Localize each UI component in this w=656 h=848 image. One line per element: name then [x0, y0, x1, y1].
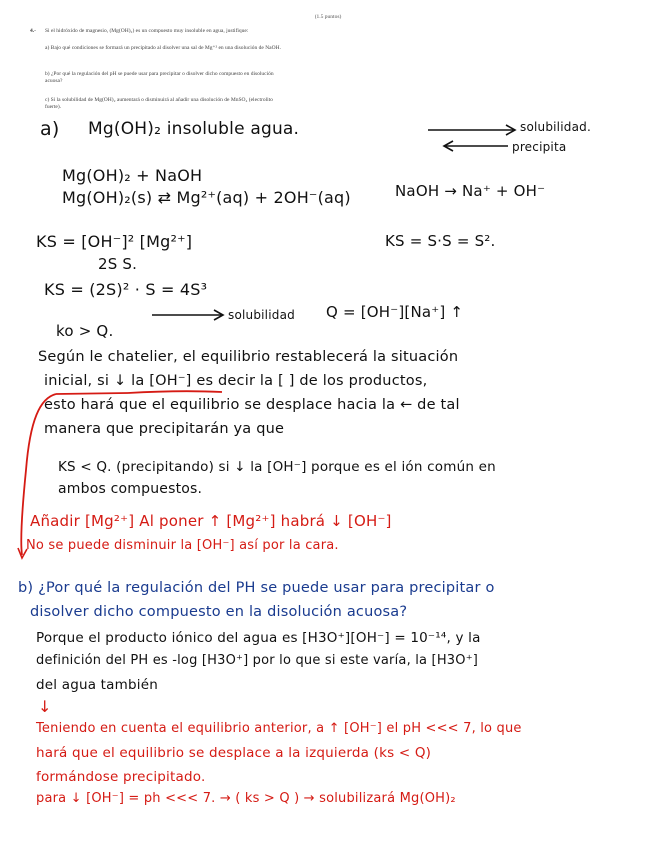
- points-label: (1.5 puntos): [314, 14, 342, 20]
- red-note-b-line-2: hará que el equilibrio se desplace a la izquierda (ks < Q): [36, 745, 432, 761]
- red-note-b-line-4: para ↓ [OH⁻] = ph <<< 7. → ( ks > Q ) → solubilizará Mg(OH)₂: [36, 791, 456, 806]
- question-intro: Si el hidróxido de magnesio, (Mg(OH)₂) es un compuesto muy insoluble en agua, justifique:: [45, 28, 249, 34]
- paragraph-1-line-2: inicial, si ↓ la [OH⁻] es decir la [ ] de los productos,: [44, 373, 428, 389]
- answer-b-line-3: del agua también: [36, 677, 158, 693]
- part-a-label: a): [40, 118, 60, 140]
- paragraph-2-line-1: KS < Q. (precipitando) si ↓ la [OH⁻] porque es el ión común en: [58, 459, 496, 475]
- question-item-a: a) Bajo qué condiciones se formará un precipitado al disolver una sal de Mg⁺² en una disolución de NaOH.: [45, 45, 281, 51]
- naoh-dissociation: NaOH → Na⁺ + OH⁻: [395, 182, 546, 200]
- red-note-line-2: No se puede disminuir la [OH⁻] así por la cara.: [26, 538, 339, 553]
- solubilidad-label: solubilidad: [228, 308, 295, 322]
- question-item-b: b) ¿Por qué la regulación del pH se puede usar para precipitar o disolver dicho compuesto en disolución acuosa?: [45, 71, 274, 85]
- red-note-b-line-1: Teniendo en cuenta el equilibrio anterior, a ↑ [OH⁻] el pH <<< 7, lo que: [36, 721, 522, 736]
- part-b-question-line-1: b) ¿Por qué la regulación del PH se puede usar para precipitar o: [18, 580, 495, 596]
- ks-expression: KS = [OH⁻]² [Mg²⁺]: [36, 232, 193, 251]
- answer-b-line-1: Porque el producto iónico del agua es [H3O⁺][OH⁻] = 10⁻¹⁴, y la: [36, 630, 481, 646]
- paragraph-1-line-4: manera que precipitarán ya que: [44, 421, 285, 437]
- red-underline: [128, 391, 222, 393]
- paragraph-2-line-2: ambos compuestos.: [58, 481, 203, 497]
- question-number: 4.-: [30, 28, 36, 34]
- ks-s-squared: KS = S·S = S².: [385, 232, 496, 250]
- part-a-title: Mg(OH)₂ insoluble agua.: [88, 119, 300, 139]
- red-note-line-1: Añadir [Mg²⁺] Al poner ↑ [Mg²⁺] habrá ↓ [OH⁻]: [30, 512, 392, 530]
- paragraph-1-line-1: Según le chatelier, el equilibrio restablecerá la situación: [38, 349, 459, 365]
- red-down-arrow: ↓: [38, 697, 52, 716]
- ko-greater-q: ko > Q.: [56, 322, 114, 340]
- ks-concentrations: 2S S.: [98, 255, 138, 273]
- paragraph-1-line-3: esto hará que el equilibrio se desplace hacia la ← de tal: [44, 397, 460, 413]
- red-bracket-curve: [21, 394, 56, 555]
- question-item-c: c) Si la solubilidad de Mg(OH)₂ aumentará o disminuirá al añadir una disolución de MnSO₄ (electrolito fuerte).: [45, 97, 273, 111]
- answer-b-line-2: definición del PH es -log [H3O⁺] por lo que si este varía, la [H3O⁺]: [36, 653, 479, 668]
- q-expression: Q = [OH⁻][Na⁺] ↑: [326, 303, 464, 321]
- red-note-b-line-3: formándose precipitado.: [36, 769, 206, 785]
- red-connector: [56, 393, 128, 394]
- reaction-reactants: Mg(OH)₂ + NaOH: [62, 166, 203, 185]
- legend-solubilidad: solubilidad.: [520, 120, 591, 134]
- part-b-question-line-2: disolver dicho compuesto en la disolución acuosa?: [30, 604, 408, 620]
- ks-4s3: KS = (2S)² · S = 4S³: [44, 280, 208, 299]
- dissolution-equilibrium: Mg(OH)₂(s) ⇄ Mg²⁺(aq) + 2OH⁻(aq): [62, 188, 351, 207]
- legend-precipita: precipita: [512, 140, 567, 154]
